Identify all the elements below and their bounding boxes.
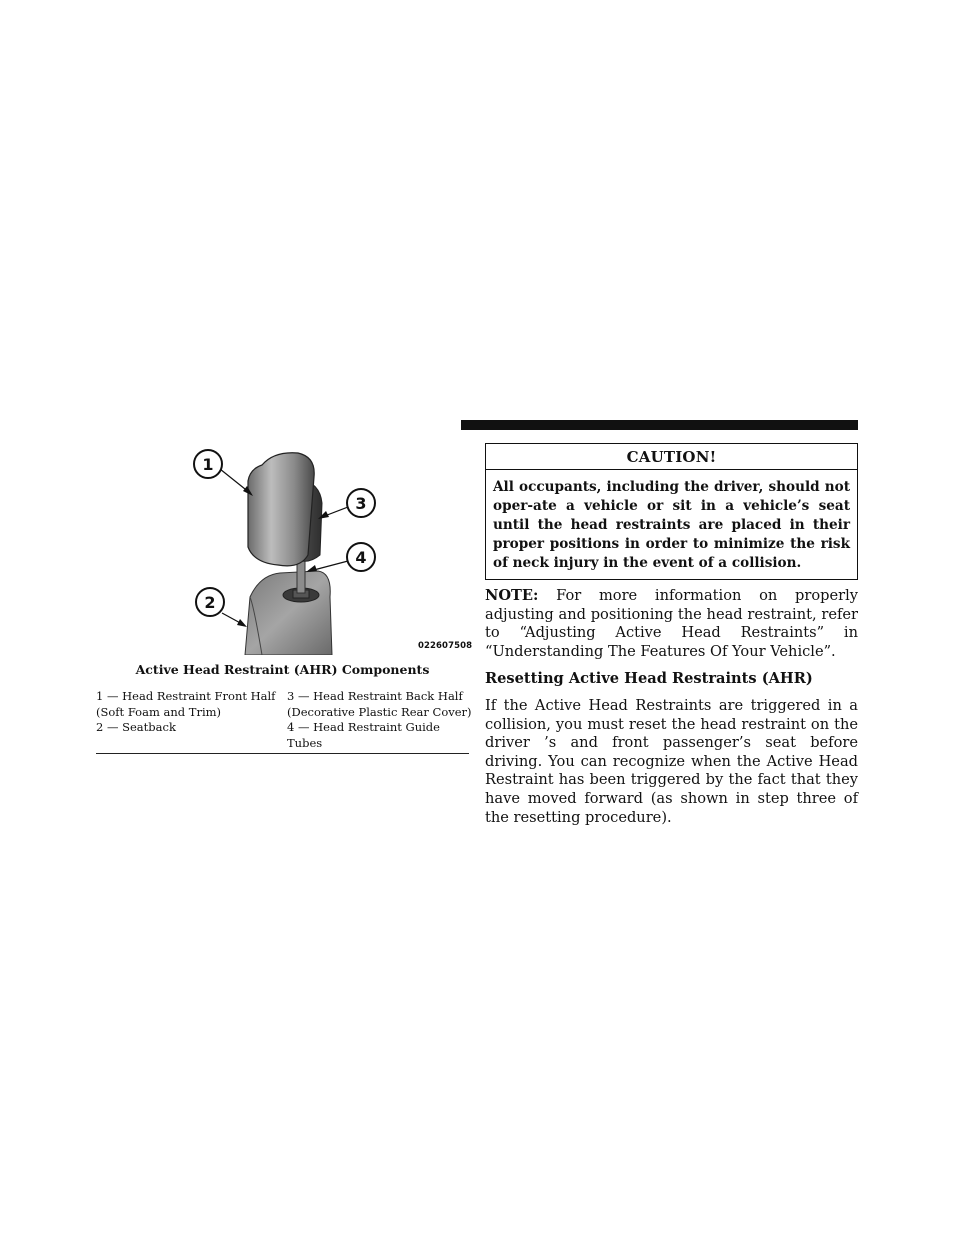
legend-divider: [96, 753, 469, 754]
callout-4: 4: [355, 548, 367, 567]
legend-item-1: [96, 688, 281, 720]
legend-item-2: [96, 719, 281, 735]
resetting-paragraph: If the Active Head Restraints are triggered in a collision, you must reset the head restraint on the driver ’s and front passenger’s seat before driving. You can recognize when the Active Head Restraint has been triggered by the fact that they have moved forward (as shown in step three of the resetting procedure).: [485, 697, 858, 826]
legend-item-3: [287, 688, 472, 720]
caution-text: All occupants, including the driver, should not oper-ate a vehicle or sit in a vehicle’s seat until the head restraints are placed in their proper positions in order to minimize the risk of neck injury in the event of a collision.: [493, 479, 850, 571]
seatback-shape: [245, 571, 332, 655]
legend-item-4: [287, 719, 447, 751]
callout-2: 2: [204, 593, 216, 612]
callout-1: 1: [202, 455, 214, 474]
front-half-shape: [248, 453, 314, 566]
figure-code: 022607508: [418, 641, 473, 651]
note-label: NOTE:: [485, 587, 539, 604]
legend-item-3-line2: (Decorative Plastic Rear Cover): [287, 705, 472, 719]
legend-item-1-line2: (Soft Foam and Trim): [96, 705, 222, 719]
head-restraint-figure: [190, 447, 466, 655]
legend-item-3-line1: 3 — Head Restraint Back Half: [287, 689, 463, 703]
caution-box: [485, 443, 858, 580]
legend-item-4-line2: Tubes: [287, 736, 323, 750]
legend-item-1-line1: 1 — Head Restraint Front Half: [96, 689, 276, 703]
head-restraint-illustration: [190, 447, 466, 655]
section-bar: [461, 420, 858, 430]
figure-caption: Active Head Restraint (AHR) Components: [135, 662, 430, 677]
section-heading: Resetting Active Head Restraints (AHR): [485, 670, 813, 687]
caution-title: CAUTION!: [486, 444, 857, 470]
legend-item-4-line1: 4 — Head Restraint Guide: [287, 720, 440, 734]
callout-3: 3: [355, 494, 367, 513]
note-text: For more information on properly adjusting and positioning the head restraint, refer to “Adjusting Active Head Restraints” in “Understanding The Features Of Your Vehicle”.: [485, 587, 858, 660]
note-paragraph: [485, 587, 858, 661]
legend-item-2-line1: 2 — Seatback: [96, 720, 176, 734]
